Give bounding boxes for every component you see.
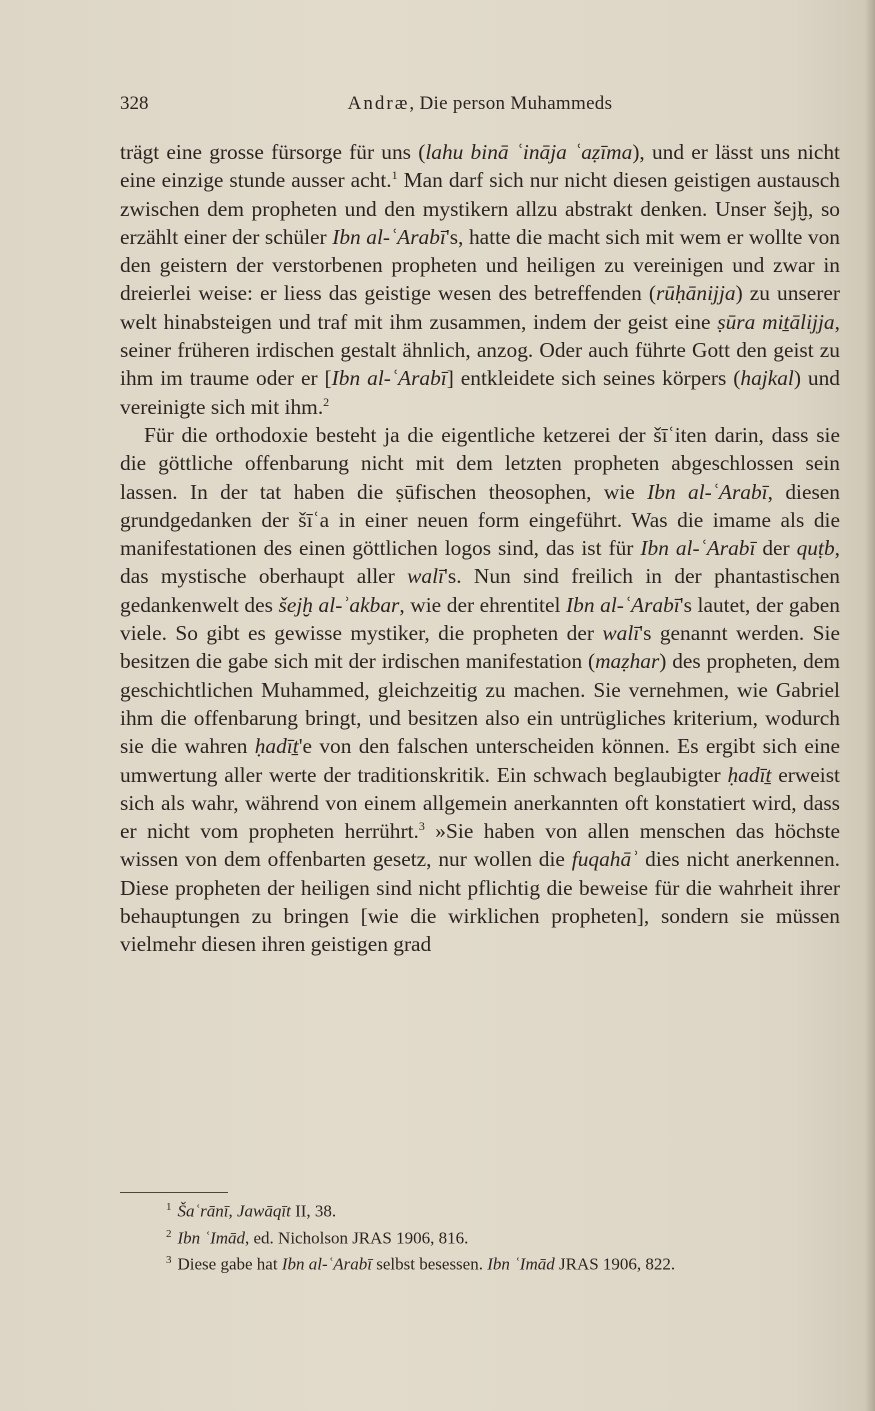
text-run: , seiner früheren irdischen gestalt ähnlich, anzog. Oder auch führte Gott den geist zu ihm im traume oder er [ (120, 309, 840, 391)
paragraph-2 (120, 421, 840, 959)
text-run: 's. Nun sind freilich in der phantastischen gedankenwelt des (120, 564, 840, 617)
italic-run: walī (602, 621, 640, 646)
text-run: Für die orthodoxie besteht ja die eigentliche ketzerei der šīʿiten darin, dass sie die göttliche offenbarung nicht mit dem letzten propheten abgeschlossen sein lassen. In der tat haben die ṣūfischen theosophen, wie (120, 422, 840, 504)
text-run: 's lautet, der gaben viele. So gibt es gewisse mystiker, die propheten der (120, 592, 840, 646)
italic-run: rūḥānijja (655, 281, 736, 306)
footnote-number: 1 (166, 1201, 172, 1213)
footnotes (120, 1196, 840, 1276)
footnote-3 (120, 1249, 840, 1276)
text-run: erweist sich als wahr, während von einem allgemein anerkannten oft konstatiert wird, dass er nicht vom propheten herrührt. (120, 762, 840, 844)
text-run: 's, hatte die macht sich mit wem er wollte von den geistern der verstorbenen propheten und heiligen zu vereinigen und zwar in dreierlei weise: er liess das geistige wesen des betreffenden ( (120, 224, 840, 306)
italic-run: hajkal (740, 366, 794, 391)
text-run: 's genannt werden. Sie besitzen die gabe sich mit der irdischen manifestation ( (120, 621, 840, 674)
text-run: »Sie haben von allen menschen das höchste wissen von dem offenbarten gesetz, nur wollen die (120, 819, 840, 872)
paragraph-1 (120, 138, 840, 421)
italic-run: Ibn al-ʿArabī (332, 224, 446, 249)
italic-run: maẓhar (595, 649, 660, 674)
running-header (120, 93, 840, 117)
text-run: , wie der ehrentitel (399, 592, 567, 617)
footnote-rule (120, 1192, 228, 1193)
text-run: JRAS 1906, 822. (554, 1254, 676, 1274)
italic-run: ḥadīṯ (254, 734, 299, 759)
italic-run: fuqahāʾ (571, 847, 639, 872)
footnote-1 (120, 1196, 840, 1223)
italic-run: Ibn ʿImād (177, 1228, 246, 1248)
text-run: ) zu unserer welt hinabsteigen und traf mit ihm zusammen, indem der geist eine (120, 281, 841, 334)
body-text (120, 138, 840, 959)
footnote-ref: 1 (391, 168, 398, 183)
italic-run: šejḫ al-ʾakbar (278, 592, 400, 617)
text-run: , diesen grundgedanken der šīʿa in einer neuen form eingeführt. Was die imame als die manifestationen des einen göttlichen logos sind, das ist für (120, 479, 840, 561)
page-number: 328 (120, 93, 149, 114)
running-title-author: Andræ (347, 93, 410, 114)
text-run: 'e von den falschen unterscheiden können. Es ergibt sich eine umwertung aller werte der traditionskritik. Ein schwach beglaubigter (120, 734, 840, 787)
footnote-ref: 3 (418, 819, 425, 833)
text-run: dies nicht anerkennen. Diese propheten der heiligen sind nicht pflichtig die beweise für die wahrheit ihrer behauptungen zu bringen [wie die wirklichen propheten], sondern sie müssen vielmehr diesen ihren geistigen grad (120, 847, 840, 957)
italic-run: lahu binā ʿināja ʿaẓīma (425, 140, 633, 164)
italic-run: Ibn al-ʿArabī (331, 366, 447, 391)
text-run: II, 38. (290, 1201, 337, 1221)
text-run: ), und er lässt uns nicht eine einzige stunde ausser acht. (120, 140, 840, 193)
text-run: Man darf sich nur nicht diesen geistigen austausch zwischen dem propheten und den mystikern allzu abstrakt denken. Unser šejḫ, so erzählt einer der schüler (120, 168, 840, 249)
footnote-number: 2 (166, 1227, 172, 1240)
italic-run: Ibn al-ʿArabī (640, 536, 756, 561)
text-run: trägt eine grosse fürsorge für uns ( (120, 140, 426, 164)
text-run: , ed. Nicholson JRAS 1906, 816. (245, 1228, 469, 1248)
text-run: ) und vereinigte sich mit ihm. (120, 366, 840, 419)
italic-run: Šaʿrānī, Jawāqīt (177, 1201, 291, 1221)
italic-run: Ibn ʿImād (487, 1254, 555, 1274)
running-title (120, 93, 840, 115)
italic-run: ṣūra miṯālijja (717, 309, 835, 334)
page-edge-shadow (865, 0, 875, 1411)
text-run: selbst besessen. (372, 1254, 488, 1274)
footnote-2 (120, 1223, 840, 1250)
italic-run: Ibn al-ʿArabī (281, 1254, 373, 1274)
italic-run: Ibn al-ʿArabī (647, 479, 768, 504)
italic-run: walī (407, 564, 445, 589)
footnote-number: 3 (166, 1254, 172, 1267)
italic-run: ḥadīṯ (727, 762, 772, 787)
text-run: ] entkleidete sich seines körpers ( (446, 366, 741, 391)
italic-run: quṭb (796, 536, 835, 561)
footnote-ref: 2 (323, 394, 330, 409)
text-run: ) des propheten, dem geschichtlichen Muhammed, gleichzeitig zu machen. Sie vernehmen, wie Gabriel ihm die offenbarung bringt, und besitzen also ein untrügliches kriterium, wodurch sie die wahren (120, 649, 840, 759)
text-run: , das mystische oberhaupt aller (120, 536, 840, 589)
text-run: der (755, 536, 797, 561)
running-title-rest: , Die person Muhammeds (409, 93, 613, 114)
text-run: Diese gabe hat (177, 1254, 282, 1274)
italic-run: Ibn al-ʿArabī (566, 592, 680, 617)
